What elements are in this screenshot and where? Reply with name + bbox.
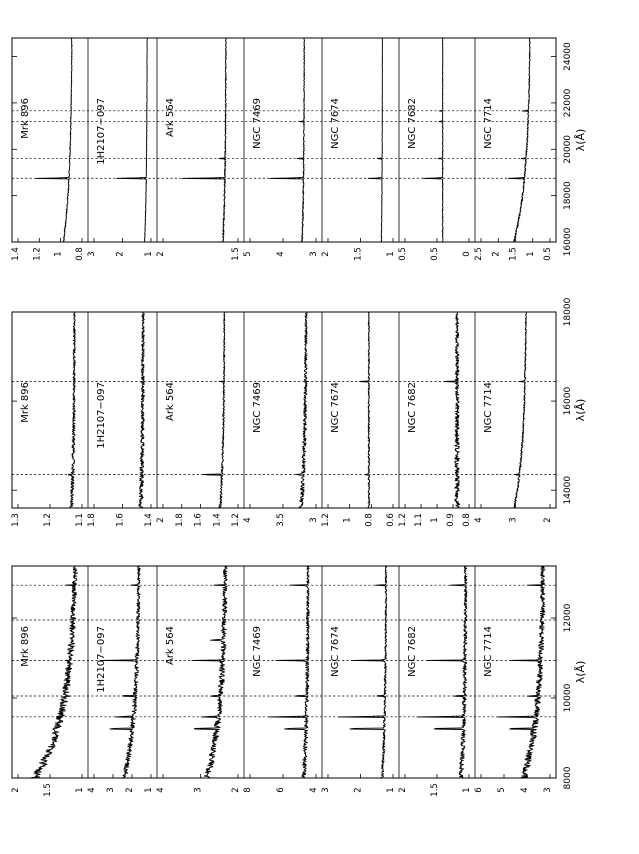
y-tick-label: 3: [543, 787, 553, 793]
y-tick-label: 1.5: [430, 783, 440, 797]
spectrum-line: [417, 566, 467, 778]
spectrum-line: [368, 38, 382, 242]
x-tick-label: 20000: [563, 134, 573, 164]
y-tick-label: 3: [508, 517, 519, 523]
spectrum-line: [360, 312, 370, 508]
y-tick-label: 0.8: [462, 513, 472, 527]
y-tick-label: 1.2: [398, 513, 408, 527]
chart-2-frame: [12, 312, 556, 508]
y-tick-label: 1.4: [212, 513, 223, 527]
spectrum-line: [497, 566, 545, 778]
spectrum-line: [192, 566, 227, 778]
y-tick-label: 4: [474, 517, 484, 523]
y-tick-label: 4: [87, 787, 97, 793]
y-tick-label: 2: [125, 787, 135, 793]
y-tick-label: 2: [156, 251, 166, 257]
spectrum-line: [203, 312, 225, 508]
y-tick-label: 2: [11, 787, 21, 793]
y-tick-label: 1: [75, 787, 85, 793]
y-tick-label: 2: [491, 251, 502, 257]
chart-3-frame: [12, 38, 556, 242]
x-tick-label: 8000: [563, 766, 573, 790]
y-tick-label: 1.8: [87, 513, 97, 527]
y-tick-label: 1: [525, 251, 536, 257]
y-tick-label: 1.2: [43, 513, 53, 527]
y-tick-label: 1: [462, 787, 472, 793]
y-tick-label: 1.6: [115, 513, 126, 527]
object-name-label: NGC 7714: [483, 626, 494, 677]
spectrum-line: [139, 312, 145, 508]
object-name-label: NGC 7469: [252, 626, 263, 677]
y-tick-label: 0.9: [446, 513, 456, 527]
y-tick-label: 3: [321, 787, 331, 793]
y-tick-label: 1.5: [231, 247, 241, 261]
object-name-label: NGC 7682: [407, 382, 418, 433]
y-tick-label: 8: [243, 787, 253, 793]
y-tick-label: 3: [309, 251, 319, 257]
y-tick-label: 1: [144, 787, 154, 793]
y-tick-label: 1.6: [193, 513, 204, 527]
y-tick-label: 4: [156, 787, 166, 793]
y-tick-label: 1.5: [43, 783, 53, 797]
spectrum-line: [338, 566, 387, 778]
chart-1-frame: [12, 566, 556, 778]
y-tick-label: 1.4: [144, 513, 154, 527]
y-tick-label: 1.1: [75, 513, 85, 527]
spectrum-line: [36, 38, 72, 242]
x-axis-title: λ(Å): [574, 660, 587, 684]
x-tick-label: 14000: [563, 475, 573, 505]
y-tick-label: 1: [386, 251, 396, 257]
y-tick-label: 1: [430, 517, 440, 523]
y-tick-label: 3.5: [276, 513, 286, 527]
object-name-label: Ark 564: [165, 98, 176, 138]
y-tick-label: 4: [520, 787, 530, 793]
x-tick-label: 16000: [563, 386, 573, 416]
object-name-label: NGC 7469: [252, 382, 263, 433]
y-tick-label: 1.1: [414, 513, 424, 527]
x-tick-label: 18000: [563, 181, 573, 210]
y-tick-label: 3: [106, 787, 116, 793]
spectrum-line: [424, 38, 443, 242]
spectrum-line: [68, 312, 75, 508]
spectrum-line: [182, 38, 226, 242]
spectrum-line: [513, 312, 526, 508]
spectrum-line: [445, 312, 459, 508]
x-tick-label: 12000: [563, 603, 573, 633]
y-tick-label: 2.5: [474, 247, 484, 261]
object-name-label: Ark 564: [165, 626, 176, 666]
y-tick-label: 1: [342, 517, 353, 523]
object-name-label: Mrk 896: [20, 98, 31, 139]
y-tick-label: 1.5: [353, 247, 364, 261]
object-name-label: NGC 7674: [330, 626, 341, 677]
y-tick-label: 1.3: [11, 513, 21, 527]
object-name-label: Ark 564: [165, 382, 176, 422]
y-tick-label: 2: [353, 787, 364, 793]
object-name-label: 1H2107−097: [96, 626, 107, 693]
y-tick-label: 1.2: [231, 513, 241, 527]
object-name-label: NGC 7469: [252, 98, 263, 149]
y-tick-label: 1: [144, 251, 154, 257]
object-name-label: NGC 7682: [407, 98, 418, 149]
object-name-label: NGC 7714: [483, 98, 494, 149]
x-tick-label: 22000: [563, 88, 573, 118]
spectrum-line: [296, 312, 307, 508]
y-tick-label: 2: [115, 251, 126, 257]
object-name-label: NGC 7714: [483, 382, 494, 433]
y-tick-label: 0.8: [364, 513, 375, 527]
x-axis-title: λ(Å): [574, 398, 587, 422]
y-tick-label: 1.8: [174, 513, 185, 527]
x-tick-label: 16000: [563, 227, 573, 257]
y-tick-label: 3: [309, 517, 319, 523]
y-tick-label: 2: [231, 787, 241, 793]
y-tick-label: 1.5: [508, 247, 519, 261]
y-tick-label: 2: [156, 517, 166, 523]
object-name-label: NGC 7682: [407, 626, 418, 677]
y-tick-label: 3: [193, 787, 204, 793]
chart-3: [11, 38, 587, 261]
object-name-label: NGC 7674: [330, 382, 341, 433]
y-tick-label: 0.6: [386, 513, 396, 527]
y-tick-label: 0.5: [430, 247, 440, 261]
chart-2: [11, 297, 587, 526]
y-tick-label: 5: [497, 787, 507, 793]
chart-1: [11, 566, 587, 797]
object-name-label: 1H2107−097: [96, 98, 107, 165]
y-tick-label: 4: [276, 251, 286, 257]
y-tick-label: 0.5: [543, 247, 553, 261]
y-tick-label: 6: [474, 787, 484, 793]
y-tick-label: 2: [398, 787, 408, 793]
spectrum-line: [270, 38, 305, 242]
y-tick-label: 3: [87, 251, 97, 257]
spectrum-line: [117, 38, 148, 242]
y-tick-label: 2: [543, 517, 553, 523]
y-tick-label: 0: [462, 251, 472, 257]
x-tick-label: 18000: [563, 297, 573, 327]
y-tick-label: 1.4: [11, 247, 21, 261]
object-name-label: 1H2107−097: [96, 382, 107, 449]
object-name-label: NGC 7674: [330, 98, 341, 149]
object-name-label: Mrk 896: [20, 626, 31, 667]
x-tick-label: 10000: [563, 683, 573, 713]
spectrum-line: [269, 566, 310, 778]
spectrum-line: [32, 566, 78, 778]
y-tick-label: 2: [321, 251, 331, 257]
y-tick-label: 5: [243, 251, 253, 257]
x-axis-title: λ(Å): [574, 128, 587, 152]
y-tick-label: 1: [386, 787, 396, 793]
y-tick-label: 1: [53, 251, 64, 257]
spectra-panels: [11, 38, 587, 797]
y-tick-label: 0.8: [75, 247, 85, 261]
spectrum-line: [508, 38, 530, 242]
y-tick-label: 1.2: [321, 513, 331, 527]
y-tick-label: 6: [276, 787, 286, 793]
y-tick-label: 4: [309, 787, 319, 793]
y-tick-label: 1.2: [32, 247, 43, 261]
y-tick-label: 4: [243, 517, 253, 523]
x-tick-label: 24000: [563, 42, 573, 71]
object-name-label: Mrk 896: [20, 382, 31, 423]
y-tick-label: 0.5: [398, 247, 408, 261]
